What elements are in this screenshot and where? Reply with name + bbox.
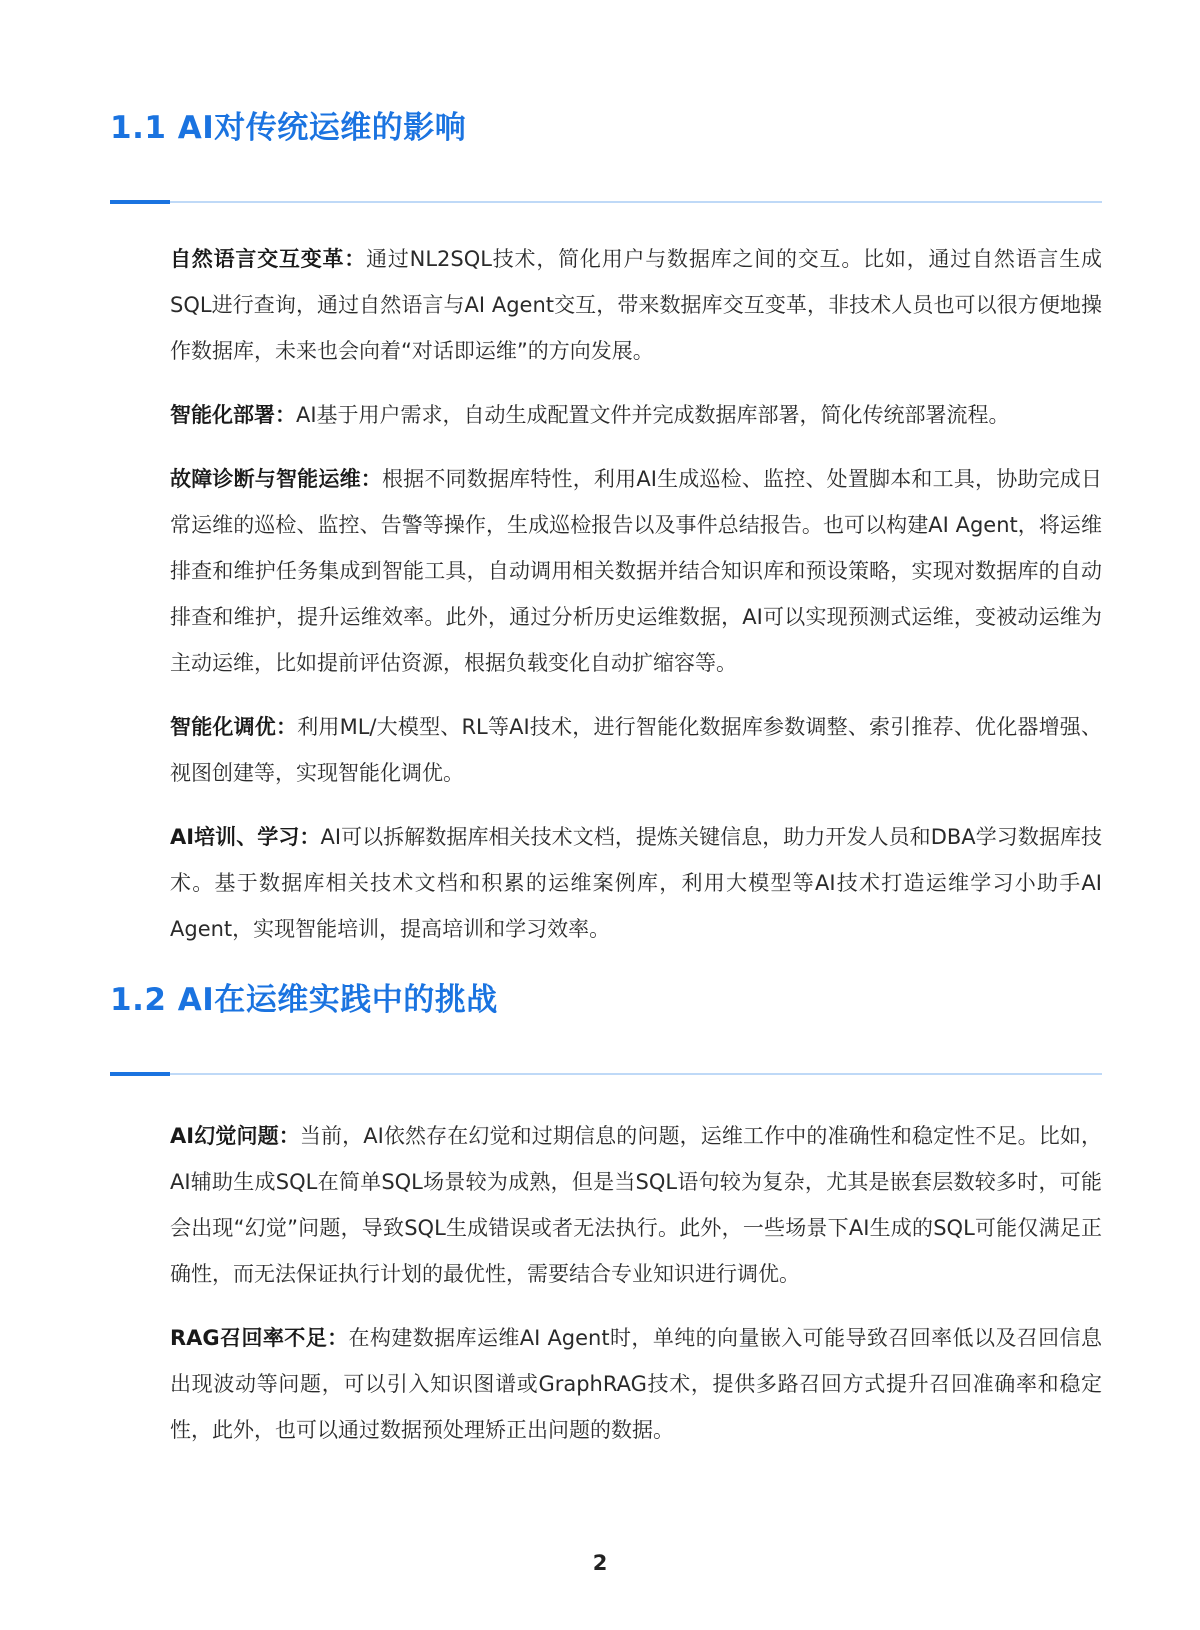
list-item (170, 456, 1102, 686)
section-2-divider (110, 1072, 1102, 1076)
item-term: AI培训、学习： (170, 825, 321, 849)
item-term: 智能化部署： (170, 403, 296, 427)
section-1-body (170, 236, 1102, 970)
item-text: 当前，AI依然存在幻觉和过期信息的问题，运维工作中的准确性和稳定性不足。比如，AI辅助生成SQL在简单SQL场景较为成熟，但是当SQL语句较为复杂，尤其是嵌套层数较多时，可能会出现“幻觉”问题，导致SQL生成错误或者无法执行。此外，一些场景下AI生成的SQL可能仅满足正确性，而无法保证执行计划的最优性，需要结合专业知识进行调优。 (170, 1124, 1102, 1286)
list-item (170, 236, 1102, 374)
page-number: 2 (592, 1551, 608, 1575)
section-2-title: 1.2 AI在运维实践中的挑战 (110, 982, 498, 1018)
section-2-body (170, 1113, 1102, 1471)
item-text: 根据不同数据库特性，利用AI生成巡检、监控、处置脚本和工具，协助完成日常运维的巡检、监控、告警等操作，生成巡检报告以及事件总结报告。也可以构建AI Agent，将运维排查和维护任务集成到智能工具，自动调用相关数据并结合知识库和预设策略，实现对数据库的自动排查和维护，提升运维效率。此外，通过分析历史运维数据，AI可以实现预测式运维，变被动运维为主动运维，比如提前评估资源，根据负载变化自动扩缩容等。 (170, 467, 1103, 675)
item-term: 故障诊断与智能运维： (170, 467, 382, 491)
section-1-divider (110, 200, 1102, 204)
item-term: 自然语言交互变革： (170, 247, 367, 271)
section-1-header (110, 106, 1102, 204)
list-item (170, 392, 1102, 438)
item-term: AI幻觉问题： (170, 1124, 300, 1148)
list-item (170, 814, 1102, 952)
item-text: AI可以拆解数据库相关技术文档，提炼关键信息，助力开发人员和DBA学习数据库技术。基于数据库相关技术文档和积累的运维案例库，利用大模型等AI技术打造运维学习小助手AI Agent，实现智能培训，提高培训和学习效率。 (170, 825, 1103, 941)
item-term: 智能化调优： (170, 715, 298, 739)
item-text: 通过NL2SQL技术，简化用户与数据库之间的交互。比如，通过自然语言生成SQL进行查询，通过自然语言与AI Agent交互，带来数据库交互变革，非技术人员也可以很方便地操作数据库，未来也会向着“对话即运维”的方向发展。 (170, 247, 1102, 363)
section-1-title: 1.1 AI对传统运维的影响 (110, 110, 467, 146)
item-text: 在构建数据库运维AI Agent时，单纯的向量嵌入可能导致召回率低以及召回信息出现波动等问题，可以引入知识图谱或GraphRAG技术，提供多路召回方式提升召回准确率和稳定性，此外，也可以通过数据预处理矫正出问题的数据。 (170, 1326, 1102, 1442)
list-item (170, 1113, 1102, 1297)
section-2-header (110, 978, 1102, 1076)
item-term: RAG召回率不足： (170, 1326, 349, 1350)
item-text: AI基于用户需求，自动生成配置文件并完成数据库部署，简化传统部署流程。 (296, 403, 1010, 427)
list-item (170, 704, 1102, 796)
item-text: 利用ML/大模型、RL等AI技术，进行智能化数据库参数调整、索引推荐、优化器增强、视图创建等，实现智能化调优。 (170, 715, 1102, 785)
list-item (170, 1315, 1102, 1453)
